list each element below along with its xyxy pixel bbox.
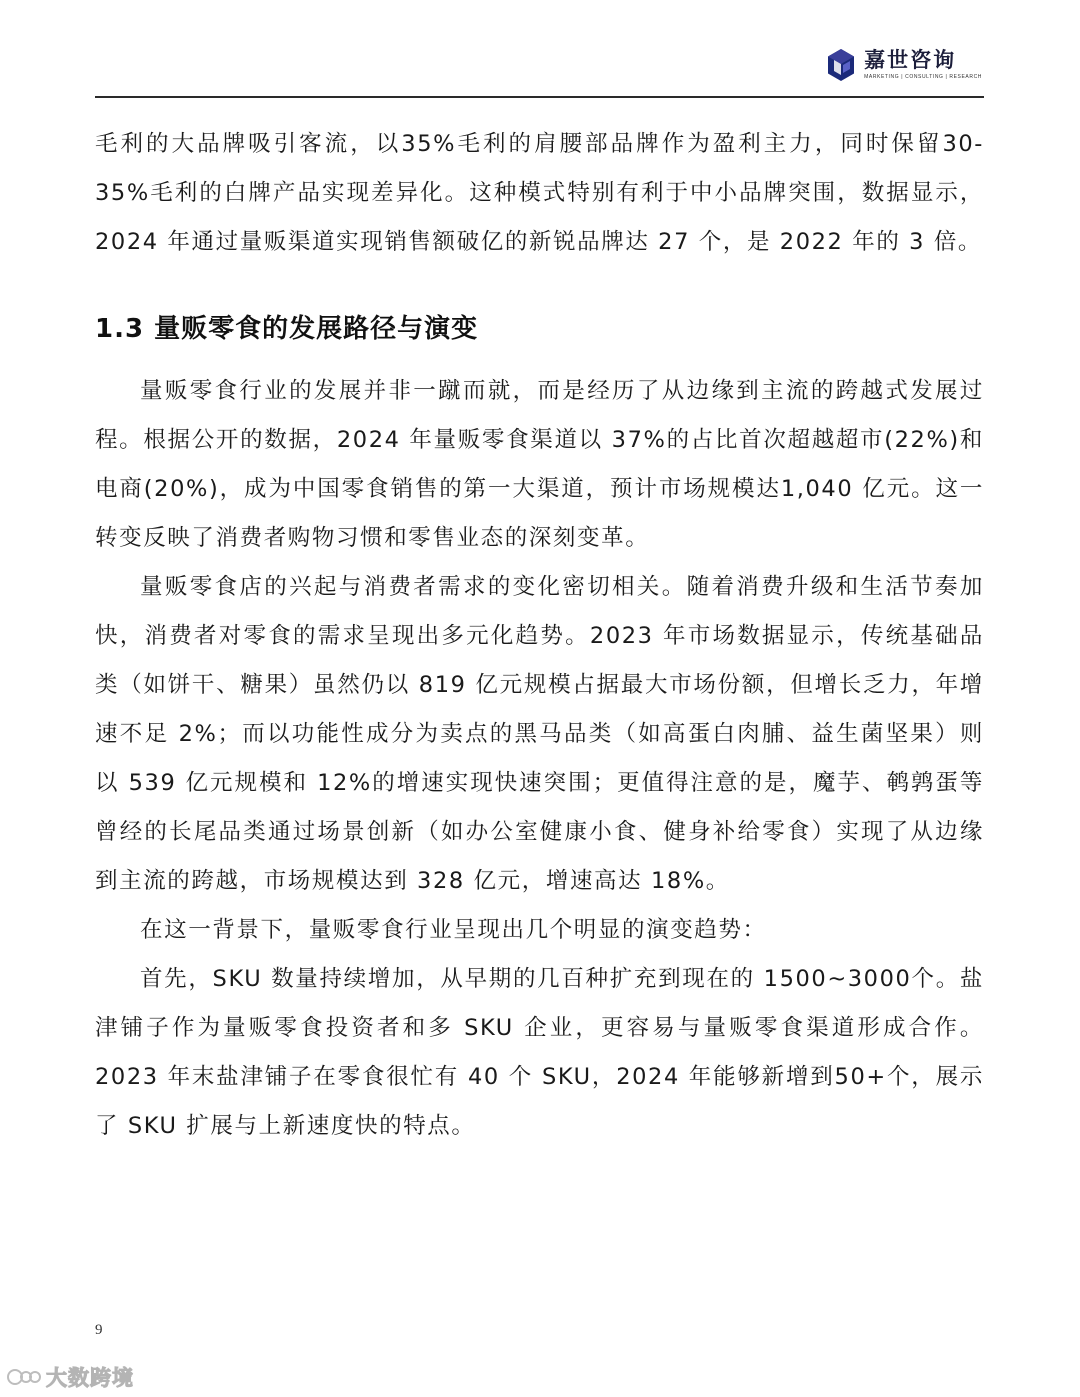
document-body <box>95 120 984 1151</box>
paragraph-trends-intro: 在这一背景下，量贩零食行业呈现出几个明显的演变趋势： <box>140 917 767 943</box>
paragraph-sku-growth: 首先，SKU 数量持续增加，从早期的几百种扩充到现在的 1500~3000个。盐津铺子作为量贩零食投资者和多 SKU 企业，更容易与量贩零食渠道形成合作。2023 年末盐津铺子在零食很忙有 40 个 SKU，2024 年能够新增到50+个，展示了 SKU 扩展与上新速度快的特点。 <box>95 966 984 1139</box>
paragraph-continued: 毛利的大品牌吸引客流，以35%毛利的肩腰部品牌作为盈利主力，同时保留30-35%毛利的白牌产品实现差异化。这种模式特别有利于中小品牌突围，数据显示，2024 年通过量贩渠道实现销售额破亿的新锐品牌达 27 个，是 2022 年的 3 倍。 <box>95 131 984 255</box>
watermark-text: 大数跨境 <box>46 1366 134 1390</box>
section-title: 1.3 量贩零食的发展路径与演变 <box>95 314 479 344</box>
watermark <box>6 1362 134 1392</box>
jiashi-logo-icon <box>826 48 856 82</box>
logo-name: 嘉世咨询 <box>864 48 957 72</box>
logo-tagline: MARKETING | CONSULTING | RESEARCH <box>864 74 982 80</box>
watermark-logo-icon <box>6 1366 42 1388</box>
company-logo <box>826 48 982 82</box>
page-number: 9 <box>95 1322 103 1338</box>
paragraph-consumer-demand: 量贩零食店的兴起与消费者需求的变化密切相关。随着消费升级和生活节奏加快，消费者对零食的需求呈现出多元化趋势。2023 年市场数据显示，传统基础品类（如饼干、糖果）虽然仍以 819 亿元规模占据最大市场份额，但增长乏力，年增速不足 2%；而以功能性成分为卖点的黑马品类（如高蛋白肉脯、益生菌坚果）则以 539 亿元规模和 12%的增速实现快速突围；更值得注意的是，魔芋、鹌鹑蛋等曾经的长尾品类通过场景创新（如办公室健康小食、健身补给零食）实现了从边缘到主流的跨越，市场规模达到 328 亿元，增速高达 18%。 <box>95 574 984 894</box>
page-header <box>95 40 984 98</box>
paragraph-development: 量贩零食行业的发展并非一蹴而就，而是经历了从边缘到主流的跨越式发展过程。根据公开的数据，2024 年量贩零食渠道以 37%的占比首次超越超市(22%)和电商(20%)，成为中国零食销售的第一大渠道，预计市场规模达1,040 亿元。这一转变反映了消费者购物习惯和零售业态的深刻变革。 <box>95 378 984 551</box>
